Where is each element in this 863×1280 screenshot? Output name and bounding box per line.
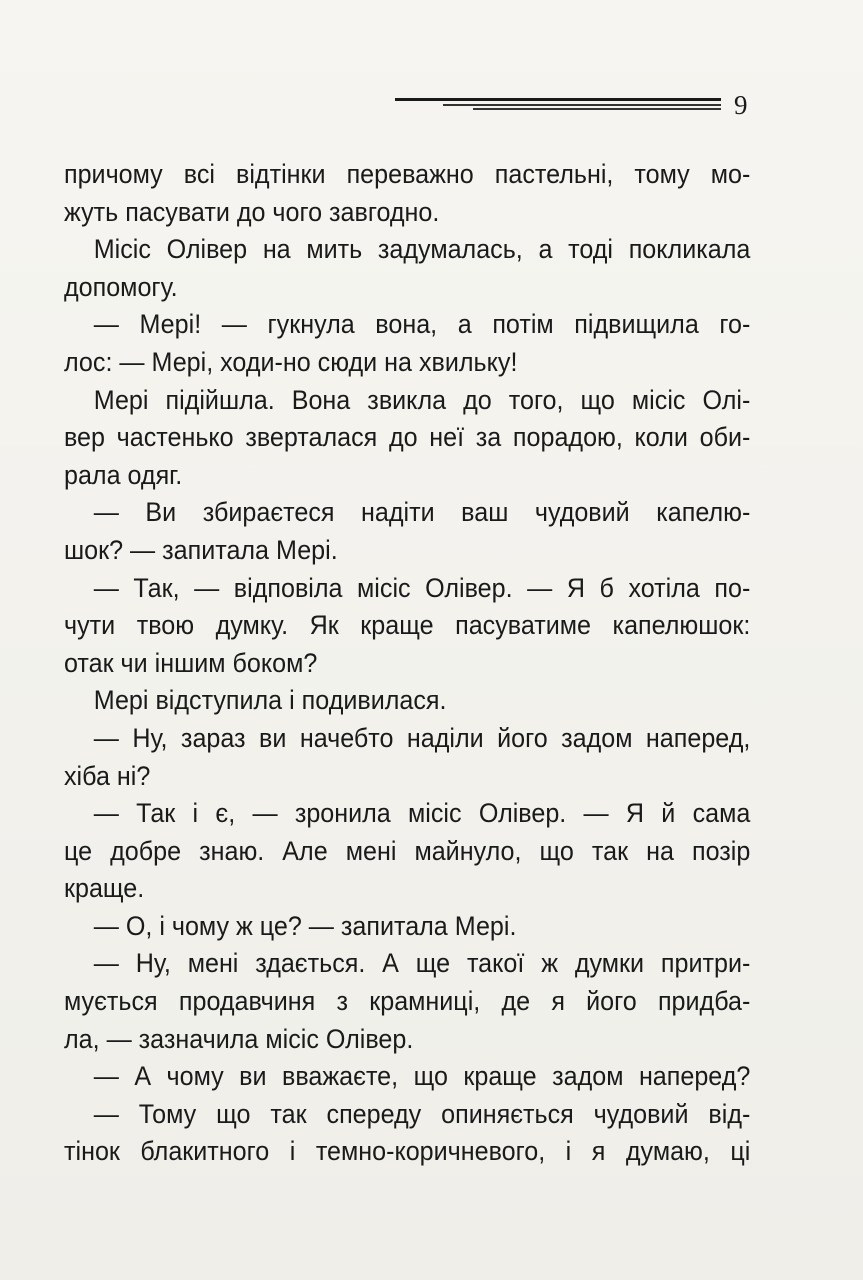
- text-line: краще.: [64, 873, 145, 904]
- text-line: — Ви збираєтеся надіти ваш чудовий капелю-: [93, 497, 751, 528]
- text-line: Мері відступила і подивилася.: [93, 685, 447, 716]
- text-line: жуть пасувати до чого завгодно.: [64, 196, 440, 227]
- text-line: рала одяг.: [64, 459, 183, 490]
- text-line: чути твою думку. Як краще пасуватиме капелюшок:: [64, 610, 751, 641]
- text-line: вер частенько зверталася до неї за порадою, коли оби-: [64, 422, 751, 453]
- header-rule-thick: [395, 98, 721, 101]
- text-line: лос: — Мері, ходи-но сюди на хвильку!: [64, 346, 518, 377]
- text-line: причому всі відтінки переважно пастельні, тому мо-: [64, 159, 751, 189]
- text-line: ла, — зазначила місіс Олівер.: [64, 1023, 414, 1054]
- text-line: — Тому що так спереду опиняється чудовий від-: [93, 1098, 751, 1129]
- text-line: хіба ні?: [64, 760, 151, 791]
- text-line: — Так, — відповіла місіс Олівер. — Я б хотіла по-: [93, 572, 751, 603]
- text-line: тінок блакитного і темно-коричневого, і я думаю, ці: [64, 1136, 751, 1167]
- header-rule-thin-1: [443, 104, 721, 106]
- text-line: шок? — запитала Мері.: [64, 534, 338, 565]
- text-line: — А чому ви вважаєте, що краще задом наперед?: [93, 1061, 751, 1092]
- text-line: це добре знаю. Але мені майнуло, що так на позір: [64, 835, 751, 866]
- body-text: [64, 156, 750, 1171]
- text-line: допомогу.: [64, 271, 178, 302]
- text-line: — Ну, зараз ви начебто наділи його задом наперед,: [93, 722, 751, 753]
- text-line: — О, і чому ж це? — запитала Мері.: [93, 910, 517, 941]
- text-line: отак чи іншим боком?: [64, 647, 318, 678]
- header-rule-thin-2: [473, 108, 721, 110]
- header-rule-lines: [395, 98, 721, 112]
- page-number: 9: [734, 90, 748, 120]
- text-line: мується продавчиня з крамниці, де я його придба-: [64, 986, 751, 1017]
- text-line: — Мері! — гукнула вона, а потім підвищила го-: [93, 309, 751, 340]
- text-line: — Ну, мені здається. А ще такої ж думки притри-: [93, 948, 751, 979]
- text-line: — Так і є, — зронила місіс Олівер. — Я й сама: [93, 798, 751, 829]
- text-line: Мері підійшла. Вона звикла до того, що місіс Олі-: [93, 384, 751, 415]
- page-header: [395, 88, 775, 124]
- text-line: Місіс Олівер на мить задумалась, а тоді покликала: [93, 234, 751, 265]
